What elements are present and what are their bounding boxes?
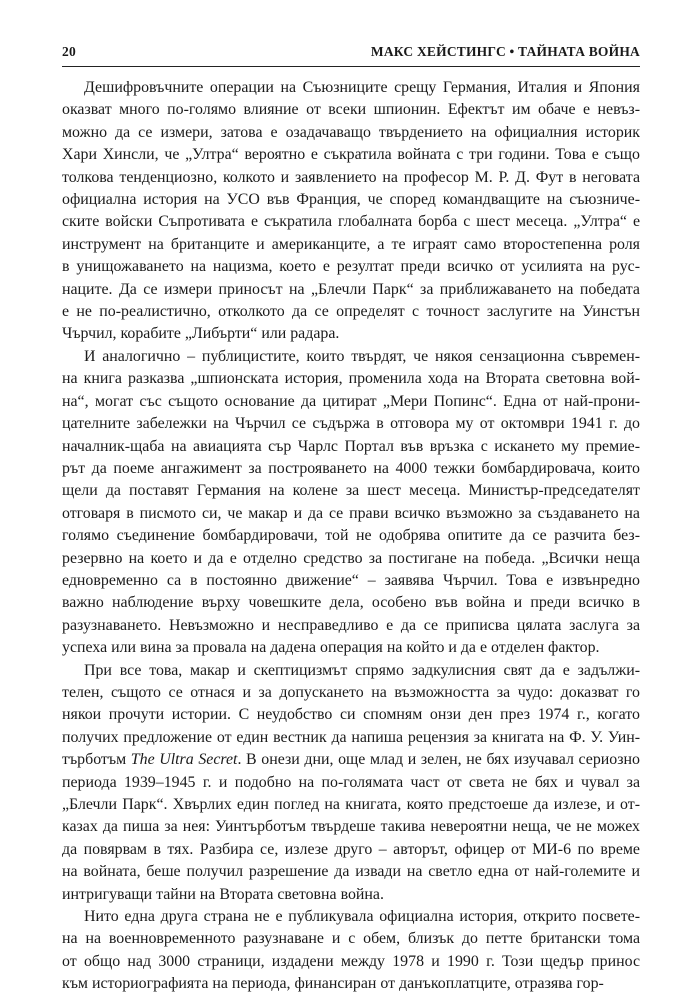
text-line: официална история на УСО във Франция, че според командващите на съюзниче-	[62, 191, 640, 209]
text-line: периода 1939–1945 г. и подобно на по-голямата част от света не бях и чувал за	[62, 773, 640, 791]
text-line: получих предложение от един вестник да напиша рецензия за книгата на Ф. У. Уин-	[62, 728, 640, 746]
header-title	[371, 44, 640, 60]
text-line: При все това, макар и скептицизмът спрямо задкулисния свят да е задължи-	[84, 661, 640, 679]
text-line: наците. Да се измери приносът на „Блечли Парк“ за приближаването на победата	[62, 280, 640, 298]
paragraph	[62, 77, 640, 346]
paragraph	[62, 660, 640, 906]
running-header	[62, 44, 640, 67]
text-line: в унищожаването на нацизма, което е резултат преди всичко от усилията на рус-	[62, 258, 640, 276]
text-line: голямо съединение бомбардировачи, той не одобрява опитите да се разчита без-	[62, 527, 640, 545]
text-line: „Блечли Парк“. Хвърлих един поглед на книгата, която предстоеше да излезе, и от-	[62, 796, 640, 813]
text-line: можно да се измери, затова е озадачаващо твърдението на официалния историк	[62, 123, 640, 141]
text-line: Дешифровъчните операции на Съюзниците срещу Германия, Италия и Япония	[84, 79, 640, 96]
text-line: търботъм The Ultra Secret. В онези дни, още млад и зелен, не бях изучавал сериозно	[62, 751, 640, 769]
page-number: 20	[62, 44, 76, 59]
text-line: едновременно са в постоянно движение“ – заявява Чърчил. Това е извънредно	[62, 571, 640, 589]
text-line: успеха или вина за провала на дадена операция на който и да е отделен фактор.	[62, 639, 600, 657]
text-line: към историографията на периода, финансиран от данъкоплатците, отразява гор-	[62, 975, 604, 993]
text-line: на книга разказва „шпионската история, променила хода на Втората световна вой-	[62, 370, 640, 388]
text-line: на войната, беше получил разрешение да извади на светло една от най-големите и	[62, 863, 640, 881]
text-line: началник-щаба на авиацията сър Чарлс Портал във връзка с искането му премие-	[62, 437, 640, 455]
text-line: оказват много по-голямо влияние от всеки шпионин. Ефектът им обаче е невъз-	[62, 101, 640, 119]
text-line: на“, могат със същото основание да цитират „Мери Попинс“. Една от най-прони-	[62, 392, 640, 410]
text-line: телен, същото се отнася и за допускането на възможността за чудо: доказват го	[62, 683, 640, 701]
paragraph	[62, 346, 640, 660]
text-line: цателните забележки на Чърчил се съдържа в отговора му от октомври 1941 г. до	[62, 415, 640, 433]
text-line: рът да поеме ангажимент за построяването на 4000 тежки бомбардировача, които	[62, 459, 640, 477]
text-line: отговаря в писмото си, че макар и да се прави всичко възможно за създаването на	[62, 504, 640, 522]
text-line: да повярвам в тях. Разбира се, излезе друго – авторът, офицер от МИ-6 по време	[62, 840, 640, 858]
text-line: от общо над 3000 страници, издадени между 1978 и 1990 г. Този щедър принос	[62, 952, 640, 970]
text-line: Хари Хинсли, че „Ултра“ вероятно е съкратила войната с три години. Това е също	[62, 146, 640, 164]
header-author: МАКС ХЕЙСТИНГС	[370, 44, 506, 59]
text-line: казах да пиша за нея: Уинтърботъм твърдеше такива невероятни неща, че не можех	[62, 818, 640, 836]
text-line: резервно на което и да е отделно средство за постигане на победа. „Всички неща	[62, 549, 640, 567]
paragraph	[62, 906, 640, 996]
header-book-title: ТАЙНАТА ВОЙНА	[518, 44, 640, 59]
text-line: Нито една друга страна не е публикувала официална история, открито посвете-	[84, 908, 640, 926]
text-line: толкова тенденциозно, колкото и заявлението на професор М. Р. Д. Фут в неговата	[62, 168, 640, 186]
text-line: някои прочути истории. С неудобство си спомням онзи ден през 1974 г., когато	[62, 706, 640, 724]
text-line: е не по-реалистично, отколкото да се определят с точност заслугите на Уинстън	[62, 303, 640, 321]
text-line: И аналогично – публицистите, които твърдят, че някоя сензационна съвремен-	[84, 347, 640, 365]
text-line: инструмент на британците и американците, а те играят само второстепенна роля	[62, 235, 640, 253]
text-line: интригуващи тайни на Втората световна война.	[62, 885, 384, 903]
book-page	[62, 44, 640, 996]
body-text	[62, 77, 640, 996]
text-line: на на военновременното разузнаване и с обем, близък до петте британски тома	[62, 930, 640, 948]
text-line: щели да поставят Германия на колене за шест месеца. Министър-председателят	[62, 482, 640, 500]
text-line: разузнаването. Невъзможно и несправедливо е да се приписва цялата заслуга за	[62, 616, 640, 634]
book-title-italic: The Ultra Secret	[130, 751, 238, 769]
text-line: ските войски Съпротивата е съкратила глобалната борба с шест месеца. „Ултра“ е	[62, 213, 640, 231]
text-line: важно наблюдение върху човешките дела, особено във война и преди всичко в	[62, 594, 640, 612]
text-line: Чърчил, корабите „Либърти“ или радара.	[62, 325, 340, 343]
header-separator: •	[509, 44, 515, 59]
